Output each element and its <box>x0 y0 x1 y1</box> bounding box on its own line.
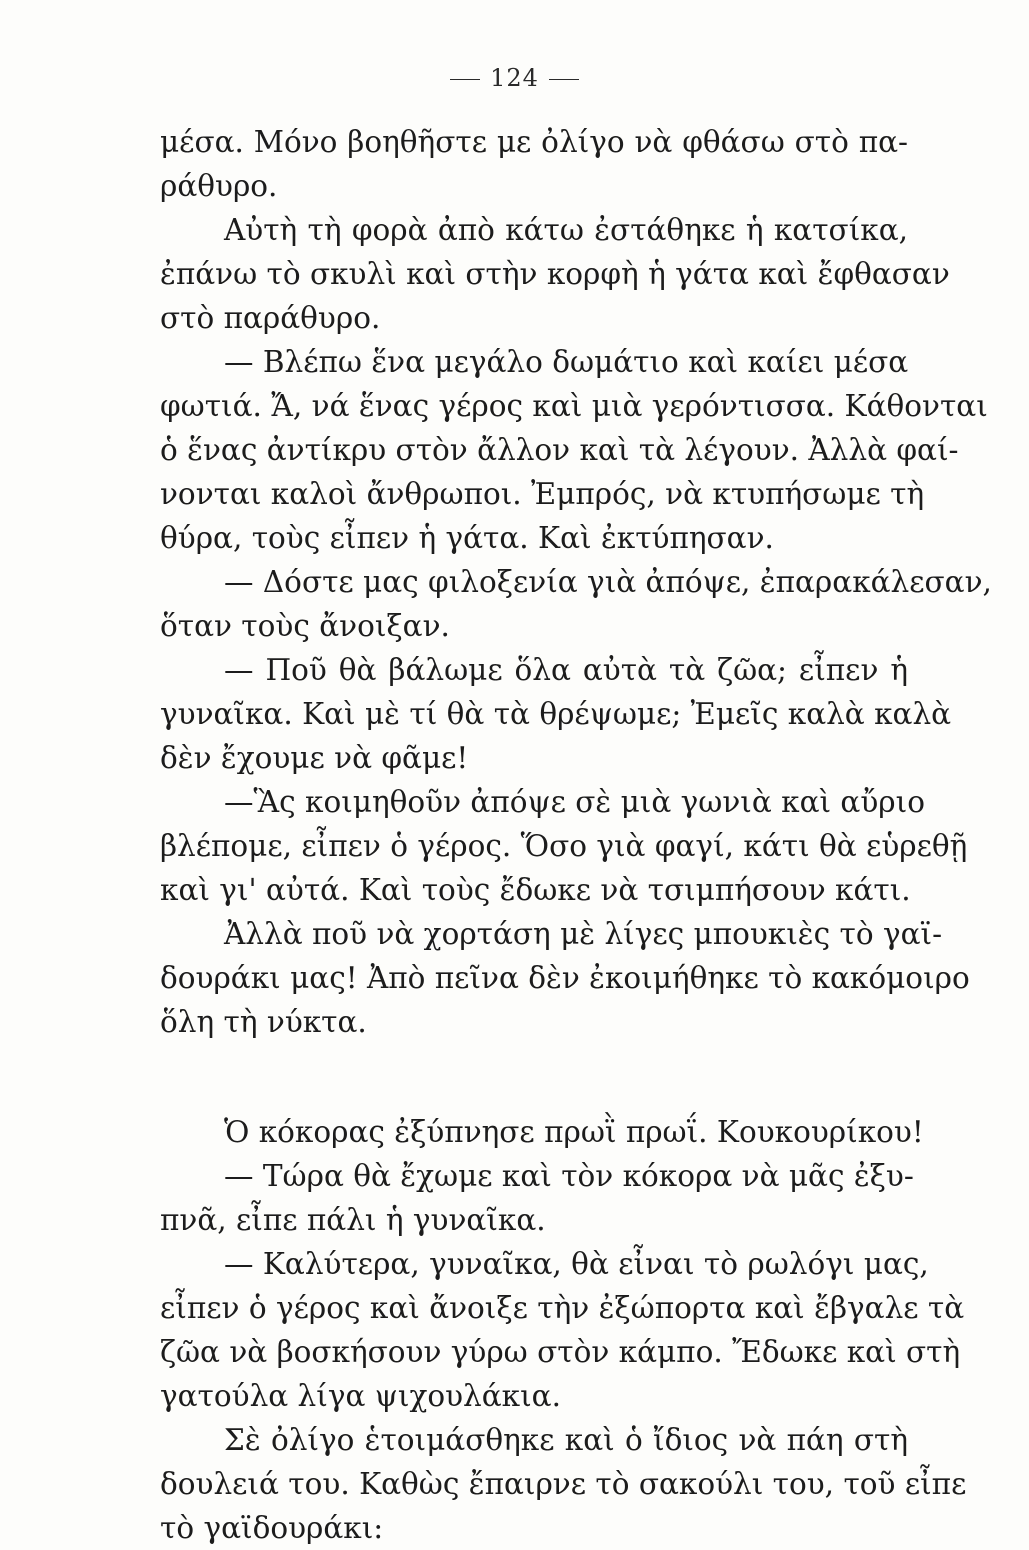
text-line: δουλειά του. Καθὼς ἔπαιρνε τὸ σακούλι του, τοῦ εἶπε <box>160 1467 967 1501</box>
text-line: γυναῖκα. Καὶ μὲ τί θὰ τὰ θρέψωμε; Ἐμεῖς καλὰ καλὰ <box>160 697 952 731</box>
text-line: — Καλύτερα, γυναῖκα, θὰ εἶναι τὸ ρωλόγι μας, <box>224 1247 929 1281</box>
paragraph <box>160 120 908 208</box>
paragraph <box>160 1242 965 1418</box>
text-line: φωτιά. Ἄ, νά ἕνας γέρος καὶ μιὰ γερόντισσα. Κάθονται <box>160 389 988 423</box>
text-line: Ὁ κόκορας ἐξύπνησε πρωῒ πρωΐ. Κουκουρίκου! <box>224 1115 924 1149</box>
text-line: βλέπομε, εἶπεν ὁ γέρος. Ὅσο γιὰ φαγί, κάτι θὰ εὑρεθῇ <box>160 829 968 863</box>
text-line: πνᾶ, εἶπε πάλι ἡ γυναῖκα. <box>160 1203 546 1237</box>
paragraph <box>160 780 968 912</box>
paragraph <box>160 208 950 340</box>
text-line: ράθυρο. <box>160 169 278 203</box>
text-line: — Ποῦ θὰ βάλωμε ὅλα αὐτὰ τὰ ζῶα; εἶπεν ἡ <box>224 653 908 687</box>
text-line: —Ἃς κοιμηθοῦν ἀπόψε σὲ μιὰ γωνιὰ καὶ αὔριο <box>224 785 925 819</box>
text-line: μέσα. Μόνο βοηθῆστε με ὀλίγο νὰ φθάσω στὸ πα- <box>160 125 908 159</box>
text-line: εἶπεν ὁ γέρος καὶ ἄνοιξε τὴν ἐξώπορτα καὶ ἔβγαλε τὰ <box>160 1291 965 1325</box>
text-line: ἐπάνω τὸ σκυλὶ καὶ στὴν κορφὴ ἡ γάτα καὶ ἔφθασαν <box>160 257 950 291</box>
paragraph <box>160 340 988 560</box>
text-line: δὲν ἔχουμε νὰ φᾶμε! <box>160 741 469 775</box>
header-dash-right <box>549 79 579 80</box>
text-line: Αὐτὴ τὴ φορὰ ἀπὸ κάτω ἐστάθηκε ἡ κατσίκα, <box>224 213 908 247</box>
text-line: γατούλα λίγα ψιχουλάκια. <box>160 1379 561 1413</box>
text-line: στὸ παράθυρο. <box>160 301 381 335</box>
paragraph <box>160 912 970 1044</box>
section-break <box>160 1044 908 1110</box>
text-line: νονται καλοὶ ἄνθρωποι. Ἐμπρός, νὰ κτυπήσωμε τὴ <box>160 477 925 511</box>
text-line: θύρα, τοὺς εἶπεν ἡ γάτα. Καὶ ἐκτύπησαν. <box>160 521 774 555</box>
body-text <box>160 120 992 1550</box>
paragraph <box>160 1418 967 1550</box>
paragraph <box>160 648 952 780</box>
page-number: 124 <box>490 64 539 92</box>
text-line: καὶ γι' αὐτά. Καὶ τοὺς ἔδωκε νὰ τσιμπήσουν κάτι. <box>160 873 911 907</box>
header-dash-left <box>450 79 480 80</box>
page-header <box>0 64 1029 92</box>
text-line: ζῶα νὰ βοσκήσουν γύρω στὸν κάμπο. Ἔδωκε καὶ στὴ <box>160 1335 961 1369</box>
text-line: — Τώρα θὰ ἔχωμε καὶ τὸν κόκορα νὰ μᾶς ἐξυ- <box>224 1159 914 1193</box>
paragraph <box>160 1110 924 1154</box>
text-line: ὅταν τοὺς ἄνοιξαν. <box>160 609 450 643</box>
text-line: — Βλέπω ἕνα μεγάλο δωμάτιο καὶ καίει μέσα <box>224 345 909 379</box>
paragraph <box>160 1154 914 1242</box>
text-line: τὸ γαϊδουράκι: <box>160 1511 384 1545</box>
text-line: Σὲ ὀλίγο ἑτοιμάσθηκε καὶ ὁ ἴδιος νὰ πάη στὴ <box>224 1423 908 1457</box>
paragraph <box>160 560 992 648</box>
text-line: — Δόστε μας φιλοξενία γιὰ ἀπόψε, ἐπαρακάλεσαν, <box>224 565 992 599</box>
text-line: ὁ ἕνας ἀντίκρυ στὸν ἄλλον καὶ τὰ λέγουν. Ἀλλὰ φαί- <box>160 433 959 467</box>
text-line: δουράκι μας! Ἀπὸ πεῖνα δὲν ἐκοιμήθηκε τὸ κακόμοιρο <box>160 961 970 995</box>
text-line: Ἀλλὰ ποῦ νὰ χορτάση μὲ λίγες μπουκιὲς τὸ γαϊ- <box>224 917 943 951</box>
text-line: ὅλη τὴ νύκτα. <box>160 1005 367 1039</box>
